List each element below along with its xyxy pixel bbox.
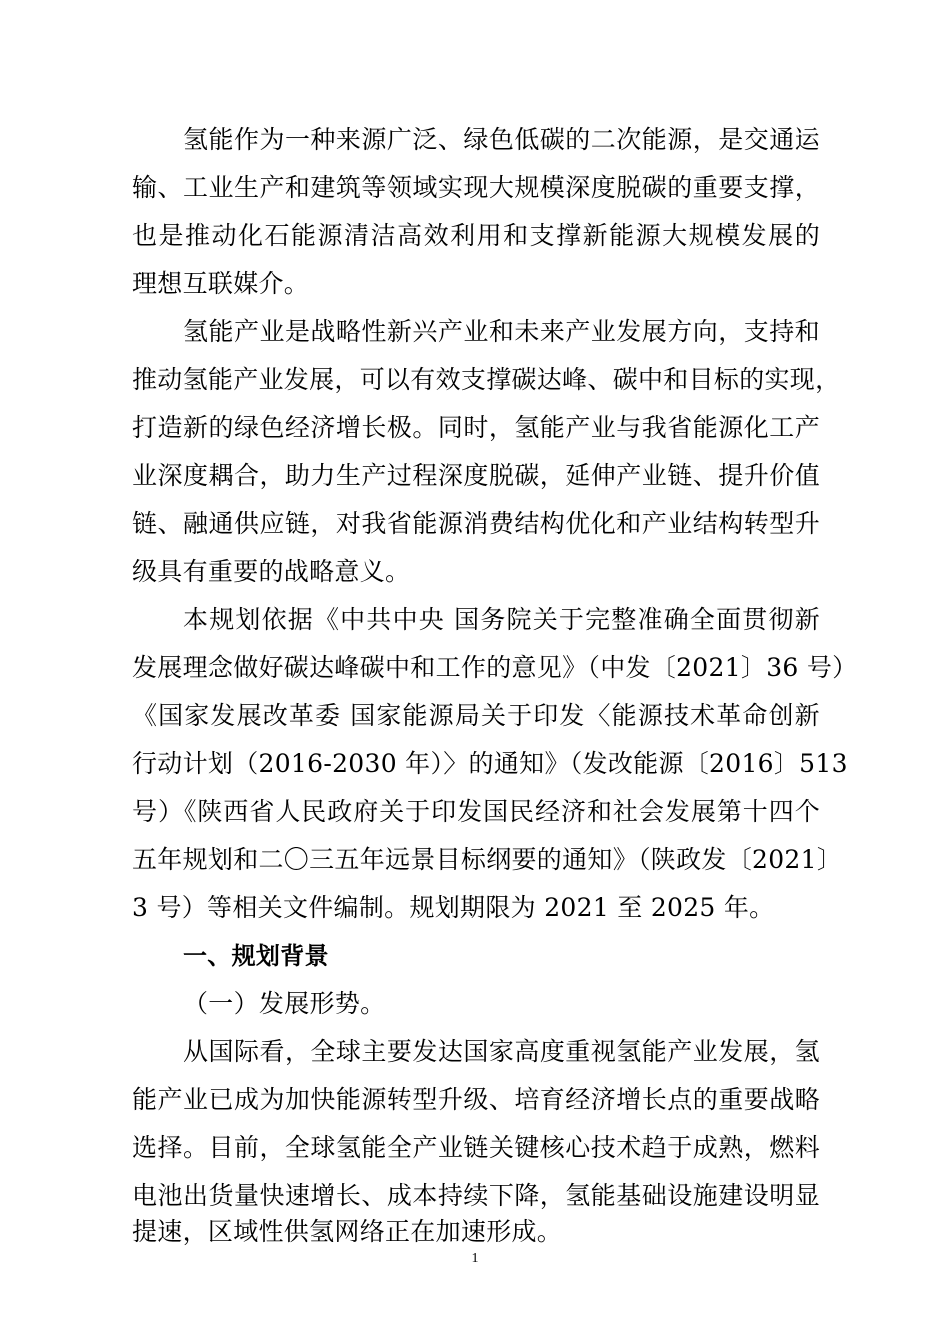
paragraph-2-line-6: 级具有重要的战略意义。 xyxy=(132,557,411,586)
paragraph-3-line-2: 发展理念做好碳达峰碳中和工作的意见》（中发〔2021〕36 号） xyxy=(132,653,858,682)
section-heading: 一、规划背景 xyxy=(183,942,329,970)
paragraph-1-line-3: 也是推动化石能源清洁高效利用和支撑新能源大规模发展的 xyxy=(132,221,820,250)
paragraph-3-line-3: 《国家发展改革委 国家能源局关于印发〈能源技术革命创新 xyxy=(132,701,820,730)
paragraph-2-line-1: 氢能产业是战略性新兴产业和未来产业发展方向，支持和 xyxy=(183,317,820,346)
paragraph-2-line-5: 链、融通供应链，对我省能源消费结构优化和产业结构转型升 xyxy=(132,509,820,538)
paragraph-3-line-6: 五年规划和二〇三五年远景目标纲要的通知》（陕政发〔2021〕 xyxy=(132,845,843,874)
page-number: 1 xyxy=(471,1251,479,1266)
paragraph-4-line-4: 电池出货量快速增长、成本持续下降，氢能基础设施建设明显 xyxy=(132,1181,820,1210)
paragraph-1-line-1: 氢能作为一种来源广泛、绿色低碳的二次能源，是交通运 xyxy=(183,125,820,154)
paragraph-1-line-4: 理想互联媒介。 xyxy=(132,269,310,298)
paragraph-4-line-3: 选择。目前，全球氢能全产业链关键核心技术趋于成熟，燃料 xyxy=(132,1133,820,1162)
paragraph-3-line-1: 本规划依据《中共中央 国务院关于完整准确全面贯彻新 xyxy=(183,605,820,634)
paragraph-4-line-1: 从国际看，全球主要发达国家高度重视氢能产业发展，氢 xyxy=(183,1037,820,1066)
paragraph-2-line-4: 业深度耦合，助力生产过程深度脱碳，延伸产业链、提升价值 xyxy=(132,461,820,490)
paragraph-2-line-2: 推动氢能产业发展，可以有效支撑碳达峰、碳中和目标的实现， xyxy=(132,365,841,394)
paragraph-3-line-5: 号）《陕西省人民政府关于印发国民经济和社会发展第十四个 xyxy=(132,797,820,826)
paragraph-4-line-5: 提速，区域性供氢网络正在加速形成。 xyxy=(132,1217,563,1246)
paragraph-3-line-7: 3 号）等相关文件编制。规划期限为 2021 至 2025 年。 xyxy=(132,893,775,922)
subsection-heading: （一）发展形势。 xyxy=(183,989,386,1018)
paragraph-2-line-3: 打造新的绿色经济增长极。同时，氢能产业与我省能源化工产 xyxy=(132,413,820,442)
paragraph-4-line-2: 能产业已成为加快能源转型升级、培育经济增长点的重要战略 xyxy=(132,1085,820,1114)
paragraph-3-line-4: 行动计划（2016-2030 年）〉的通知》（发改能源〔2016〕513 xyxy=(132,749,848,778)
paragraph-1-line-2: 输、工业生产和建筑等领域实现大规模深度脱碳的重要支撑， xyxy=(132,173,820,202)
